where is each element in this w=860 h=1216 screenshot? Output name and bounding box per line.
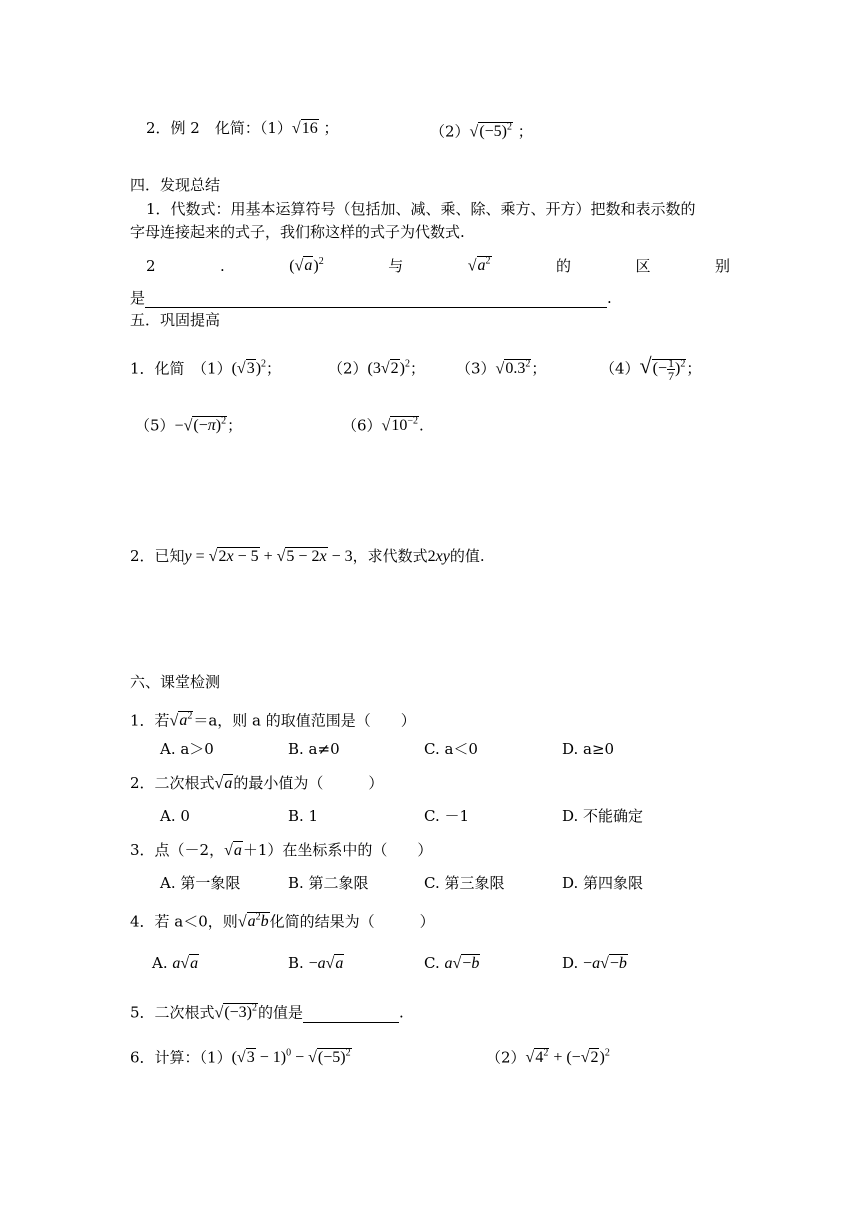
math-sqrt-a2b: $√a^2b$ (237, 912, 269, 931)
section-4-item1a: 1．代数式：用基本运算符号（包括加、减、乘、除、乘方、开方）把数和表示数的 (146, 200, 696, 218)
s6-q1-option-c[interactable]: C. a＜0 (424, 740, 478, 758)
section-4-item2b: 是 . (130, 289, 612, 307)
s6-q2: 2．二次根式√a的最小值为（ ） (130, 774, 384, 792)
s6-q1-option-a[interactable]: A. a＞0 (160, 740, 214, 758)
math-sqrt-16: √16 (291, 120, 318, 137)
math-sqrt-neg-1-7-sq: √(− $\frac{1}{7}$ )$^2$ (639, 353, 686, 384)
math-a-sqrt-a: a√a (172, 955, 199, 972)
s6-q1-option-b[interactable]: B. a≠0 (288, 740, 340, 758)
math-sqrt-of-a-sq: $√a^2$ (467, 255, 491, 275)
s6-q2-option-a[interactable]: A. 0 (160, 807, 190, 825)
s6-q4-option-d[interactable]: D. −a√−b (562, 954, 627, 972)
math-y-expression: y = √2x − 5 + √5 − 2x − 3 (184, 548, 353, 565)
math-sqrt-0.3-sq: $√0.3^2$ (495, 359, 531, 378)
s6-q3-option-c[interactable]: C. 第三象限 (424, 874, 505, 892)
section-4-heading: 四．发现总结 (130, 176, 221, 194)
s6-q4: 4．若 a＜0，则$√a^2b$化简的结果为（ ） (130, 912, 435, 931)
math-neg-a-sqrt-neg-b: −a√−b (583, 955, 627, 972)
s6-q6: 6．计算：$(1)(√3 - 1)^0 - √(-5)^2$ (130, 1048, 351, 1067)
s6-q5: 5．二次根式$√(-3)^2$的值是 . (130, 1003, 404, 1022)
s6-q3-option-b[interactable]: B. 第二象限 (288, 874, 369, 892)
math-sqrt3-sq: $(√3)^2$ (231, 359, 267, 378)
example-2: 2．例 2 化简：（1）√16 ； (146, 119, 339, 137)
math-2xy: 2xy (427, 548, 450, 565)
math-3sqrt2-sq: $(3√2)^2$ (367, 359, 410, 378)
math-sqrt-a: √a (214, 775, 233, 792)
section-5-q1-p4: （4）√(− $\frac{1}{7}$ )$^2$； (600, 353, 702, 384)
s6-q3-option-d[interactable]: D. 第四象限 (562, 874, 644, 892)
s6-q6-p2: $(2)√4^2 + (-√2)^2$ (486, 1048, 610, 1067)
section-5-q1-p5: $(5)-√(-\pi)^2$； (135, 416, 243, 435)
math-neg-a-sqrt-a: −a√a (308, 955, 344, 972)
s6-q2-option-c[interactable]: C. －1 (424, 807, 470, 825)
math-expr-1: $(√3 - 1)^0 - √(-5)^2$ (231, 1048, 351, 1067)
section-6-heading: 六、课堂检测 (130, 673, 221, 691)
answer-blank[interactable] (145, 287, 607, 308)
math-sqrt-neg5-sq: $√(-5)^2$ (469, 122, 513, 141)
section-5-heading: 五．巩固提高 (130, 311, 221, 329)
s6-q4-option-c[interactable]: C. a√−b (424, 954, 480, 972)
math-sqrt-a-sq: $√a^2$ (169, 711, 193, 730)
math-sqrt-a: √a (224, 842, 242, 859)
s6-q3: 3．点（－2，√a＋1）在坐标系中的（ ） (130, 841, 433, 859)
section-5-q2: 2．已知y = √2x − 5 + √5 − 2x − 3，求代数式2xy的值. (130, 547, 485, 565)
section-4-item1b: 字母连接起来的式子，我们称这样的式子为代数式. (130, 223, 465, 241)
s6-q4-option-a[interactable]: A. a√a (152, 954, 199, 972)
math-expr-2: $√4^2 + (-√2)^2$ (525, 1048, 610, 1067)
example-2-part2: $(2)√(-5)^2$ ； (430, 122, 533, 141)
answer-blank[interactable] (303, 1002, 399, 1023)
section-4-item2: 2 . $(√a)^2$ 与 $√a^2$ 的 区 别 (146, 255, 730, 275)
math-neg-sqrt-neg-pi-sq: $-√(-\pi)^2$ (174, 416, 227, 435)
section-5-q1-p2: $(2)(3√2)^2$； (328, 359, 425, 378)
s6-q3-option-a[interactable]: A. 第一象限 (160, 874, 241, 892)
math-sqrt-10-neg2: $√10^{-2}$ (381, 416, 418, 435)
section-5-q1: 1．化简 $(1)(√3)^2$； (130, 359, 282, 378)
s6-q2-option-b[interactable]: B. 1 (288, 807, 319, 825)
math-a-sqrt-neg-b: a√−b (444, 955, 480, 972)
s6-q4-option-b[interactable]: B. −a√a (288, 954, 344, 972)
section-5-q1-p6: $(6)√10^{-2}$. (342, 416, 424, 435)
s6-q2-option-d[interactable]: D. 不能确定 (562, 807, 644, 825)
s6-q1: 1．若$√a^2=a$，则 a 的取值范围是（ ） (130, 711, 416, 730)
math-sqrt-a-sq: $(√a)^2$ (289, 255, 324, 275)
s6-q1-option-d[interactable]: D. a≥0 (562, 740, 615, 758)
math-sqrt-neg3-sq: $√(-3)^2$ (214, 1003, 258, 1022)
section-5-q1-p3: $(3)√0.3^2$； (456, 359, 547, 378)
